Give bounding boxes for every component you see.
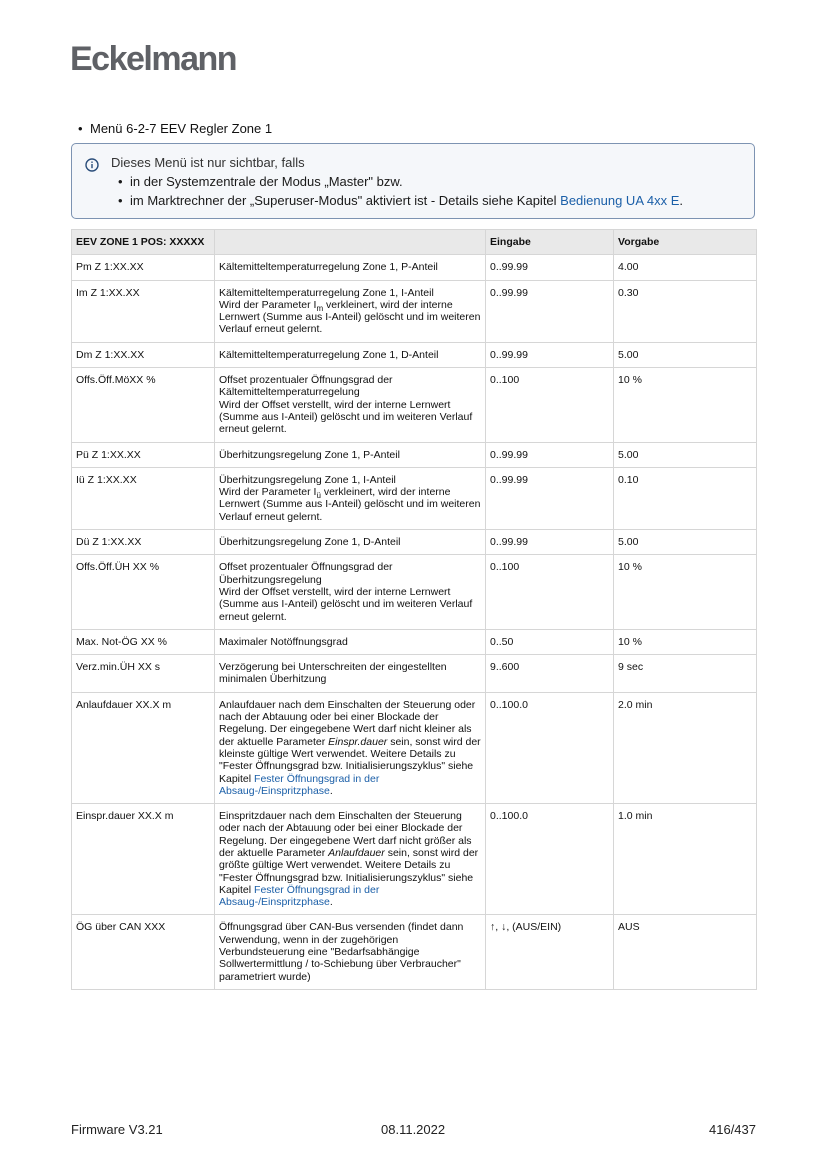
input-cell: 9..600 [486,655,614,693]
param-cell: Pm Z 1:XX.XX [72,255,215,280]
param-cell: Pü Z 1:XX.XX [72,442,215,467]
param-cell: Offs.Öff.ÜH XX % [72,555,215,629]
input-cell: 0..99.99 [486,280,614,342]
table-row [72,342,757,367]
param-cell: Iü Z 1:XX.XX [72,467,215,529]
parameter-table [71,229,757,990]
table-row [72,255,757,280]
table-row [72,555,757,629]
footer-date: 08.11.2022 [381,1122,446,1137]
default-cell: 10 % [614,629,757,654]
footer-firmware: Firmware V3.21 [71,1122,163,1137]
header-input: Eingabe [486,230,614,255]
eckelmann-logo: Eckelmann [70,40,237,78]
input-cell: 0..100.0 [486,804,614,915]
description-cell: Verzögerung bei Unterschreiten der eingestellten minimalen Überhitzung [215,655,486,693]
input-cell: ↑, ↓, (AUS/EIN) [486,915,614,989]
default-cell: 1.0 min [614,804,757,915]
param-cell: Dm Z 1:XX.XX [72,342,215,367]
table-row [72,530,757,555]
default-cell: 2.0 min [614,692,757,803]
param-cell: Anlaufdauer XX.X m [72,692,215,803]
menu-item-bullet [78,121,272,136]
description-cell: Kältemitteltemperaturregelung Zone 1, P-Anteil [215,255,486,280]
table-row [72,442,757,467]
table-row [72,629,757,654]
link-fester-oeffnungsgrad[interactable]: Fester Öffnungsgrad in der Absaug-/Einspritzphase [219,772,380,797]
header-param: EEV ZONE 1 POS: XXXXX [72,230,215,255]
note-lead: Dieses Menü ist nur sichtbar, falls [111,155,305,170]
input-cell: 0..100.0 [486,692,614,803]
table-row [72,915,757,989]
description-cell: Überhitzungsregelung Zone 1, P-Anteil [215,442,486,467]
param-cell: Einspr.dauer XX.X m [72,804,215,915]
info-icon [85,158,99,172]
description-cell: Maximaler Notöffnungsgrad [215,629,486,654]
info-note-box [71,143,755,219]
param-cell: Im Z 1:XX.XX [72,280,215,342]
description-cell: Überhitzungsregelung Zone 1, I-Anteil Wird der Parameter $I_ü$ verkleinert, wird der interne Lernwert (Summe aus I-Anteil) gelöscht und im weiteren Verlauf erneut gelernt. [215,467,486,529]
description-cell: Überhitzungsregelung Zone 1, D-Anteil [215,530,486,555]
input-cell: 0..99.99 [486,467,614,529]
default-cell: 9 sec [614,655,757,693]
param-cell: ÖG über CAN XXX [72,915,215,989]
table-row [72,280,757,342]
description-cell: Einspritzdauer nach dem Einschalten der Steuerung oder nach der Abtauung oder bei einer Blockade der Regelung. Der eingegebene Wert darf nicht größer als der aktuelle Parameter Anlaufdauer sein, sonst wird der größte gültige Wert verwendet. Weitere Details zu "Fester Öffnungsgrad bzw. Initialisierungszyklus" siehe Kapitel Fester Öffnungsgrad in der Absaug-/Einspritzphase. [215,804,486,915]
link-fester-oeffnungsgrad[interactable]: Fester Öffnungsgrad in der Absaug-/Einspritzphase [219,883,380,909]
default-cell: 0.30 [614,280,757,342]
table-row [72,467,757,529]
default-cell: 5.00 [614,442,757,467]
table-row [72,804,757,915]
input-cell: 0..99.99 [486,442,614,467]
table-row [72,655,757,693]
default-cell: 0.10 [614,467,757,529]
default-cell: 10 % [614,368,757,442]
link-bedienung-ua4xx[interactable]: Bedienung UA 4xx E [560,193,680,208]
input-cell: 0..99.99 [486,342,614,367]
description-cell: Anlaufdauer nach dem Einschalten der Steuerung oder nach der Abtauung oder bei einer Blockade der Regelung. Der eingegebene Wert darf nicht kleiner als der aktuelle Parameter Einspr.dauer sein, sonst wird der kleinste gültige Wert verwendet. Weitere Details zu "Fester Öffnungsgrad bzw. Initialisierungszyklus" siehe Kapitel Fester Öffnungsgrad in der Absaug-/Einspritzphase. [215,692,486,803]
description-cell: Öffnungsgrad über CAN-Bus versenden (findet dann Verwendung, wenn in der zugehörigen Verbundsteuerung eine "Bedarfsabhängige Sollwertermittlung / to-Schiebung über Verbraucher" parametriert wurde) [215,915,486,989]
footer-page-number: 416/437 [709,1122,756,1137]
param-cell: Max. Not-ÖG XX % [72,629,215,654]
input-cell: 0..100 [486,555,614,629]
default-cell: AUS [614,915,757,989]
input-cell: 0..100 [486,368,614,442]
default-cell: 5.00 [614,342,757,367]
bullet-dot: • [78,121,83,136]
default-cell: 5.00 [614,530,757,555]
param-cell: Dü Z 1:XX.XX [72,530,215,555]
table-header-row [72,230,757,255]
param-cell: Offs.Öff.MöXX % [72,368,215,442]
header-description [215,230,486,255]
input-cell: 0..99.99 [486,255,614,280]
default-cell: 4.00 [614,255,757,280]
default-cell: 10 % [614,555,757,629]
param-cell: Verz.min.ÜH XX s [72,655,215,693]
input-cell: 0..50 [486,629,614,654]
description-cell: Kältemitteltemperaturregelung Zone 1, I-Anteil Wird der Parameter $I_m$ verkleinert, wird der interne Lernwert (Summe aus I-Anteil) gelöscht und im weiteren Verlauf erneut gelernt. [215,280,486,342]
menu-item-label: Menü 6-2-7 EEV Regler Zone 1 [90,121,273,136]
note-bullet-2: • im Marktrechner der „Superuser-Modus" aktiviert ist - Details siehe Kapitel Bedienung UA 4xx E. [118,193,684,208]
input-cell: 0..99.99 [486,530,614,555]
table-row [72,692,757,803]
description-cell: Offset prozentualer Öffnungsgrad der Überhitzungsregelung Wird der Offset verstellt, wird der interne Lernwert (Summe aus I-Anteil) gelöscht und im weiteren Verlauf erneut gelernt. [215,555,486,629]
description-cell: Offset prozentualer Öffnungsgrad der Kältemitteltemperaturregelung Wird der Offset verstellt, wird der interne Lernwert (Summe aus I-Anteil) gelöscht und im weiteren Verlauf erneut gelernt. [215,368,486,442]
description-cell: Kältemitteltemperaturregelung Zone 1, D-Anteil [215,342,486,367]
header-default: Vorgabe [614,230,757,255]
table-row [72,368,757,442]
note-bullet-1: • in der Systemzentrale der Modus „Master" bzw. [118,174,403,189]
note-bullet-list [118,172,683,210]
